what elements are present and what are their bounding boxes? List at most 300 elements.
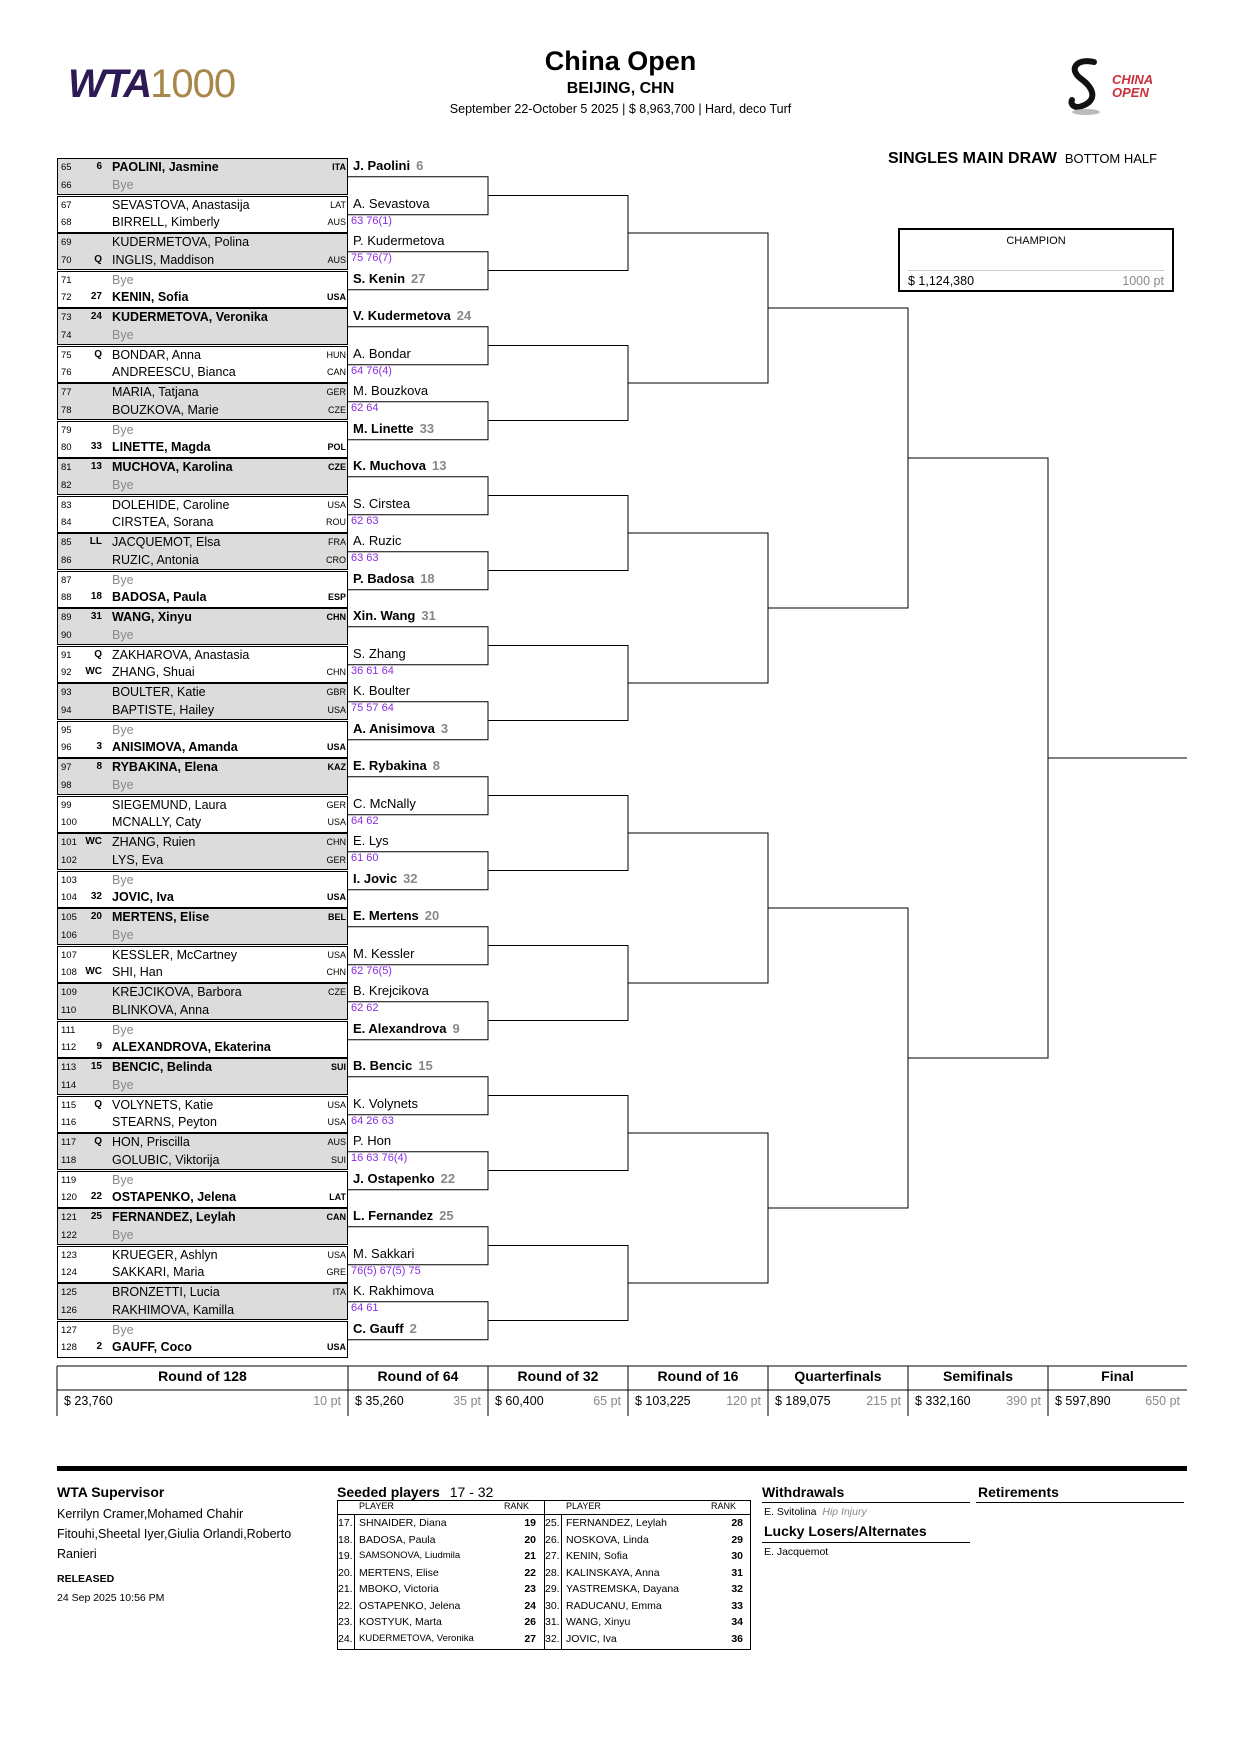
player-name: A. Bondar (353, 345, 411, 361)
seed-number: 27. (545, 1550, 560, 1562)
draw-position: 108 (61, 967, 77, 978)
seeded-player-rank: 22 (524, 1566, 536, 1579)
seeded-player-rank: 34 (731, 1616, 743, 1628)
seeded-player-name: YASTREMSKA, Dayana (566, 1583, 680, 1595)
match-score: 63 63 (351, 552, 379, 564)
draw-position: 73 (61, 312, 72, 323)
player-name: ZAKHAROVA, Anastasia (112, 647, 250, 662)
draw-position: 107 (61, 949, 77, 961)
player-name: Bye (112, 627, 134, 642)
player-name: S. Kenin (353, 270, 406, 286)
withdrawal-entry: E. Svitolina Hip Injury (764, 1506, 867, 1518)
player-name: I. Jovic (353, 870, 398, 886)
player-country: GER (326, 387, 346, 397)
player-name: Bye (112, 477, 134, 492)
draw-position: 102 (61, 854, 77, 866)
player-seed: LL (89, 536, 102, 547)
seed-number: 25. (545, 1517, 560, 1529)
match-score: 76(5) 67(5) 75 (351, 1264, 421, 1277)
draw-position: 117 (61, 1137, 77, 1148)
player-country: ITA (332, 1287, 346, 1297)
champion-prize: $ 1,124,380 (908, 274, 975, 288)
round-name: Round of 16 (657, 1368, 739, 1384)
player-country: ITA (332, 162, 346, 172)
withdrawals-heading: Withdrawals (762, 1484, 845, 1500)
draw-position: 113 (61, 1062, 77, 1073)
player-country: AUS (327, 1137, 346, 1147)
round-prize: $ 332,160 (915, 1394, 971, 1408)
round-prize: $ 597,890 (1055, 1394, 1111, 1408)
player-name: Bye (112, 777, 134, 792)
draw-position: 89 (61, 612, 72, 623)
draw-position: 104 (61, 892, 77, 903)
draw-position: 121 (61, 1212, 77, 1223)
draw-position: 103 (61, 874, 77, 886)
player-name: SEVASTOVA, Anastasija (112, 197, 250, 212)
seeded-player-name: WANG, Xinyu (566, 1616, 631, 1628)
draw-position: 112 (61, 1042, 77, 1053)
player-name: B. Bencic (353, 1058, 413, 1073)
player-country: LAT (329, 1192, 346, 1202)
draw-position: 110 (61, 1004, 77, 1016)
player-name: CIRSTEA, Sorana (112, 515, 214, 529)
player-name: BLINKOVA, Anna (112, 1002, 210, 1017)
seeded-player-name: BADOSA, Paula (359, 1533, 436, 1546)
player-name: Bye (112, 927, 134, 942)
player-country: USA (327, 1117, 346, 1127)
player-seed: 13 (90, 461, 102, 472)
seeded-player-name: SHNAIDER, Diana (359, 1517, 447, 1529)
match-score: 63 76(1) (351, 214, 392, 227)
player-seed: 22 (440, 1170, 456, 1186)
seeded-player-name: KENIN, Sofia (566, 1550, 628, 1562)
player-country: GER (326, 854, 346, 865)
player-name: Xin. Wang (353, 608, 416, 623)
round-name: Round of 32 (517, 1368, 599, 1384)
seed-number: 28. (545, 1566, 560, 1579)
player-seed: 3 (440, 720, 449, 736)
player-name: S. Cirstea (353, 495, 411, 511)
seeded-player-rank: 26 (524, 1616, 536, 1628)
round-prize: $ 23,760 (64, 1394, 113, 1408)
draw-position: 125 (61, 1287, 77, 1298)
draw-position: 99 (61, 799, 72, 811)
player-country: CHN (326, 612, 346, 622)
draw-position: 70 (61, 254, 72, 266)
player-name: A. Anisimova (353, 720, 435, 736)
player-country: USA (326, 292, 346, 302)
seeded-player-rank: 21 (524, 1550, 536, 1562)
player-name: Bye (112, 722, 134, 737)
round-prize: $ 103,225 (635, 1394, 691, 1408)
draw-position: 96 (61, 742, 72, 753)
draw-position: 109 (61, 987, 77, 998)
draw-position: 119 (61, 1174, 77, 1186)
seeded-heading: Seeded players 17 - 32 (337, 1484, 494, 1500)
draw-position: 67 (61, 199, 72, 211)
player-seed: Q (94, 348, 102, 360)
player-name: BAPTISTE, Hailey (112, 702, 215, 717)
player-name: K. Rakhimova (353, 1283, 434, 1298)
player-country: USA (326, 1342, 346, 1352)
player-seed: 6 (96, 161, 102, 172)
round-points: 120 pt (726, 1394, 761, 1408)
player-country: USA (327, 1249, 346, 1260)
seeded-player-rank: 24 (524, 1599, 536, 1612)
seed-number: 21. (338, 1583, 353, 1595)
draw-position: 97 (61, 762, 72, 773)
player-name: DOLEHIDE, Caroline (112, 497, 230, 512)
player-country: CHN (326, 667, 346, 677)
player-name: BONDAR, Anna (112, 347, 201, 362)
draw-position: 127 (61, 1324, 77, 1336)
player-name: BADOSA, Paula (112, 590, 207, 604)
seeded-player-rank: 33 (731, 1599, 743, 1612)
player-name: K. Volynets (353, 1095, 419, 1111)
match-score: 75 57 64 (351, 702, 394, 714)
draw-position: 92 (61, 667, 72, 678)
player-country: USA (327, 704, 346, 715)
player-name: Bye (112, 872, 134, 887)
seeded-col-player: PLAYER (359, 1501, 394, 1511)
draw-position: 88 (61, 592, 72, 603)
player-seed: 32 (403, 870, 418, 886)
seed-number: 22. (338, 1599, 353, 1612)
player-name: S. Zhang (353, 645, 406, 661)
player-seed: 3 (96, 741, 102, 752)
player-seed: 24 (90, 311, 102, 322)
player-seed: Q (94, 1136, 102, 1147)
player-country: USA (327, 817, 346, 827)
player-name: M. Bouzkova (353, 383, 429, 398)
player-name: OSTAPENKO, Jelena (112, 1190, 237, 1204)
player-name: INGLIS, Maddison (112, 252, 215, 267)
draw-position: 124 (61, 1267, 77, 1278)
player-name: KENIN, Sofia (112, 290, 189, 304)
player-name: SHI, Han (112, 965, 163, 979)
seed-number: 31. (545, 1616, 560, 1628)
draw-position: 95 (61, 724, 72, 736)
player-name: RAKHIMOVA, Kamilla (112, 1302, 235, 1317)
draw-position: 83 (61, 499, 72, 511)
draw-position: 111 (61, 1024, 76, 1036)
player-name: RUZIC, Antonia (112, 552, 199, 567)
released-date: 24 Sep 2025 10:56 PM (57, 1592, 165, 1604)
seed-number: 19. (338, 1550, 353, 1562)
draw-position: 118 (61, 1154, 77, 1166)
tournament-location: BEIJING, CHN (566, 80, 675, 97)
player-country: SUI (330, 1154, 346, 1165)
seeded-player-name: NOSKOVA, Linda (566, 1533, 649, 1546)
match-score: 36 61 64 (351, 664, 394, 677)
player-name: MERTENS, Elise (112, 910, 210, 924)
player-seed: 33 (90, 441, 102, 452)
draw-title: SINGLES MAIN DRAW BOTTOM HALF (888, 150, 1158, 167)
player-country: CHN (326, 837, 346, 847)
seeded-player-name: KUDERMETOVA, Veronika (359, 1632, 474, 1644)
draw-position: 80 (61, 442, 72, 453)
player-name: KUDERMETOVA, Veronika (112, 310, 268, 324)
seeded-player-rank: 36 (731, 1632, 743, 1645)
player-name: BOUZKOVA, Marie (112, 402, 219, 417)
player-seed: 31 (421, 608, 436, 623)
draw-position: 106 (61, 929, 77, 941)
player-seed: 2 (96, 1341, 102, 1352)
player-name: J. Ostapenko (353, 1170, 435, 1186)
supervisor-heading: WTA Supervisor (57, 1484, 165, 1500)
player-name: GAUFF, Coco (112, 1340, 192, 1354)
player-seed: 15 (90, 1061, 102, 1072)
player-name: ZHANG, Ruien (112, 835, 196, 849)
seeded-player-rank: 31 (731, 1566, 743, 1579)
draw-position: 100 (61, 817, 77, 828)
player-country: HUN (326, 349, 346, 360)
player-seed: WC (85, 966, 102, 977)
draw-position: 105 (61, 912, 77, 923)
player-country: USA (326, 892, 346, 902)
player-seed: 27 (411, 270, 426, 286)
player-country: CZE (328, 987, 346, 997)
seeded-player-rank: 30 (731, 1550, 743, 1562)
player-name: MUCHOVA, Karolina (112, 460, 233, 474)
player-name: HON, Priscilla (112, 1135, 190, 1149)
player-name: Bye (112, 1077, 134, 1092)
draw-position: 94 (61, 704, 72, 716)
player-name: KREJCIKOVA, Barbora (112, 985, 242, 999)
round-name: Round of 64 (377, 1368, 459, 1384)
player-seed: 22 (90, 1191, 102, 1202)
player-name: BENCIC, Belinda (112, 1060, 213, 1074)
seeded-player-name: MERTENS, Elise (359, 1566, 439, 1579)
player-name: WANG, Xinyu (112, 610, 192, 624)
player-seed: 25 (439, 1208, 454, 1223)
player-name: E. Mertens (353, 908, 419, 923)
player-seed: Q (94, 648, 102, 660)
round-prize: $ 189,075 (775, 1394, 831, 1408)
player-name: A. Sevastova (353, 195, 430, 211)
draw-half: BOTTOM HALF (1064, 151, 1158, 166)
seeded-player-rank: 28 (731, 1517, 743, 1529)
champion-points: 1000 pt (1122, 274, 1164, 288)
player-name: Bye (112, 1172, 134, 1187)
player-seed: WC (85, 836, 102, 847)
supervisor-names: Kerrilyn Cramer,Mohamed Chahir Fitouhi,Sheetal Iyer,Giulia Orlandi,Roberto Ranieri (57, 1507, 292, 1561)
player-seed: 8 (432, 758, 440, 773)
seeded-player-rank: 32 (731, 1583, 743, 1595)
player-country: USA (326, 742, 346, 752)
round-name: Quarterfinals (794, 1368, 882, 1384)
player-name: B. Krejcikova (353, 983, 429, 998)
player-name: KRUEGER, Ashlyn (112, 1247, 218, 1262)
match-score: 64 61 (351, 1302, 379, 1314)
round-points: 35 pt (453, 1394, 481, 1408)
seed-number: 30. (545, 1599, 560, 1612)
player-country: AUS (327, 217, 346, 227)
player-name: MCNALLY, Caty (112, 815, 202, 829)
match-score: 64 76(4) (351, 364, 392, 377)
draw-position: 86 (61, 554, 72, 566)
player-country: CZE (328, 404, 346, 415)
seeded-player-name: RADUCANU, Emma (566, 1599, 662, 1612)
player-name: JACQUEMOT, Elsa (112, 535, 221, 549)
player-name: E. Rybakina (353, 758, 427, 773)
player-seed: Q (94, 253, 102, 265)
draw-position: 115 (61, 1099, 77, 1111)
svg-text:OPEN: OPEN (1112, 85, 1149, 100)
player-seed: 9 (452, 1020, 460, 1036)
player-seed: WC (85, 666, 102, 677)
player-name: E. Alexandrova (353, 1020, 447, 1036)
match-score: 64 26 63 (351, 1114, 394, 1127)
player-country: BEL (328, 912, 346, 922)
draw-position: 65 (61, 162, 72, 173)
seeded-player-name: KOSTYUK, Marta (359, 1616, 442, 1628)
player-name: BRONZETTI, Lucia (112, 1285, 220, 1299)
player-seed: 9 (96, 1041, 102, 1052)
player-seed: Q (94, 1098, 102, 1110)
draw-position: 68 (61, 217, 72, 228)
draw-position: 120 (61, 1192, 77, 1203)
draw-position: 81 (61, 462, 72, 473)
player-country: POL (327, 442, 346, 452)
player-country: KAZ (327, 762, 346, 772)
player-name: STEARNS, Peyton (112, 1115, 217, 1129)
player-seed: 18 (90, 591, 102, 602)
seeded-player-rank: 27 (524, 1632, 536, 1645)
player-name: SAKKARI, Maria (112, 1265, 205, 1279)
round-name: Round of 128 (158, 1368, 247, 1384)
player-country: GRE (326, 1267, 346, 1277)
player-name: P. Hon (353, 1133, 392, 1148)
player-name: BIRRELL, Kimberly (112, 215, 220, 229)
player-name: Bye (112, 422, 134, 437)
seeded-player-rank: 29 (731, 1533, 743, 1546)
player-seed: 18 (420, 570, 435, 586)
footer-divider (57, 1466, 1187, 1471)
player-country: SUI (330, 1062, 346, 1072)
draw-position: 79 (61, 424, 72, 436)
player-name: Bye (112, 272, 134, 287)
player-name: GOLUBIC, Viktorija (112, 1152, 220, 1167)
match-score: 61 60 (351, 852, 379, 864)
player-seed: 2 (409, 1320, 417, 1336)
player-name: ANDREESCU, Bianca (112, 365, 236, 379)
player-country: CAN (326, 1212, 346, 1222)
draw-position: 85 (61, 537, 72, 548)
draw-position: 84 (61, 517, 72, 528)
champion-label: CHAMPION (1006, 235, 1066, 247)
player-name: E. Lys (353, 833, 389, 848)
seed-number: 20. (338, 1566, 353, 1579)
draw-position: 72 (61, 292, 72, 303)
player-name: Bye (112, 177, 134, 192)
player-country: CAN (326, 367, 346, 377)
seeded-player-name: JOVIC, Iva (566, 1632, 617, 1645)
released-label: RELEASED (57, 1573, 115, 1585)
draw-position: 114 (61, 1079, 77, 1091)
player-name: ANISIMOVA, Amanda (112, 740, 238, 754)
player-country: ROU (326, 517, 346, 527)
player-name: PAOLINI, Jasmine (112, 160, 219, 174)
player-name: ALEXANDROVA, Ekaterina (112, 1040, 271, 1054)
match-score: 16 63 76(4) (351, 1152, 408, 1164)
player-name: RYBAKINA, Elena (112, 760, 218, 774)
draw-position: 74 (61, 329, 72, 341)
player-name: C. Gauff (353, 1320, 404, 1336)
player-seed: 33 (419, 420, 435, 436)
draw-position: 87 (61, 574, 72, 586)
draw-position: 101 (61, 837, 77, 848)
draw-position: 128 (61, 1342, 77, 1353)
match-score: 62 62 (351, 1002, 379, 1014)
seeded-player-name: KALINSKAYA, Anna (566, 1566, 660, 1579)
player-country: AUS (327, 254, 346, 265)
round-name: Final (1101, 1368, 1134, 1384)
player-seed: 24 (456, 308, 472, 323)
seed-number: 29. (545, 1583, 560, 1595)
round-prize: $ 35,260 (355, 1394, 404, 1408)
match-score: 62 63 (351, 514, 379, 527)
player-country: ESP (327, 592, 346, 602)
player-name: L. Fernandez (353, 1208, 434, 1223)
draw-position: 82 (61, 479, 72, 491)
player-name: V. Kudermetova (353, 308, 451, 323)
draw-position: 91 (61, 649, 72, 661)
player-name: P. Kudermetova (353, 233, 445, 248)
draw-position: 123 (61, 1249, 77, 1261)
draw-position: 66 (61, 179, 72, 191)
player-name: KESSLER, McCartney (112, 947, 238, 962)
seeded-player-rank: 20 (524, 1533, 536, 1546)
draw-position: 126 (61, 1304, 77, 1316)
player-name: M. Kessler (353, 945, 415, 961)
player-seed: 6 (416, 158, 424, 173)
match-score: 75 76(7) (351, 252, 392, 264)
seeded-col-rank: RANK (711, 1501, 737, 1511)
seeded-player-name: SAMSONOVA, Liudmila (359, 1550, 461, 1561)
seeded-player-rank: 23 (524, 1583, 536, 1595)
svg-text:CHINA: CHINA (1112, 72, 1154, 87)
match-score: 62 76(5) (351, 964, 392, 977)
draw-position: 78 (61, 404, 72, 416)
player-name: LYS, Eva (112, 852, 164, 867)
seeded-col-rank: RANK (504, 1501, 530, 1511)
player-name: Bye (112, 572, 134, 587)
player-name: VOLYNETS, Katie (112, 1097, 214, 1112)
round-points: 215 pt (866, 1394, 901, 1408)
player-seed: 8 (96, 761, 102, 772)
match-score: 64 62 (351, 814, 379, 827)
round-name: Semifinals (942, 1368, 1014, 1384)
player-seed: 25 (90, 1211, 102, 1222)
player-name: Bye (112, 1322, 134, 1337)
player-name: JOVIC, Iva (112, 890, 174, 904)
seed-number: 26. (545, 1533, 560, 1546)
draw-position: 71 (61, 274, 72, 286)
seed-number: 24. (338, 1632, 353, 1645)
player-name: C. McNally (353, 795, 416, 811)
player-name: M. Sakkari (353, 1245, 415, 1261)
player-name: Bye (112, 327, 134, 342)
player-name: KUDERMETOVA, Polina (112, 235, 250, 249)
player-seed: 32 (90, 891, 102, 902)
seeded-player-rank: 19 (524, 1517, 536, 1529)
player-country: FRA (328, 537, 346, 547)
seeded-player-name: MBOKO, Victoria (359, 1583, 439, 1595)
draw-position: 77 (61, 387, 72, 398)
player-name: SIEGEMUND, Laura (112, 797, 227, 812)
player-name: K. Boulter (353, 683, 411, 698)
